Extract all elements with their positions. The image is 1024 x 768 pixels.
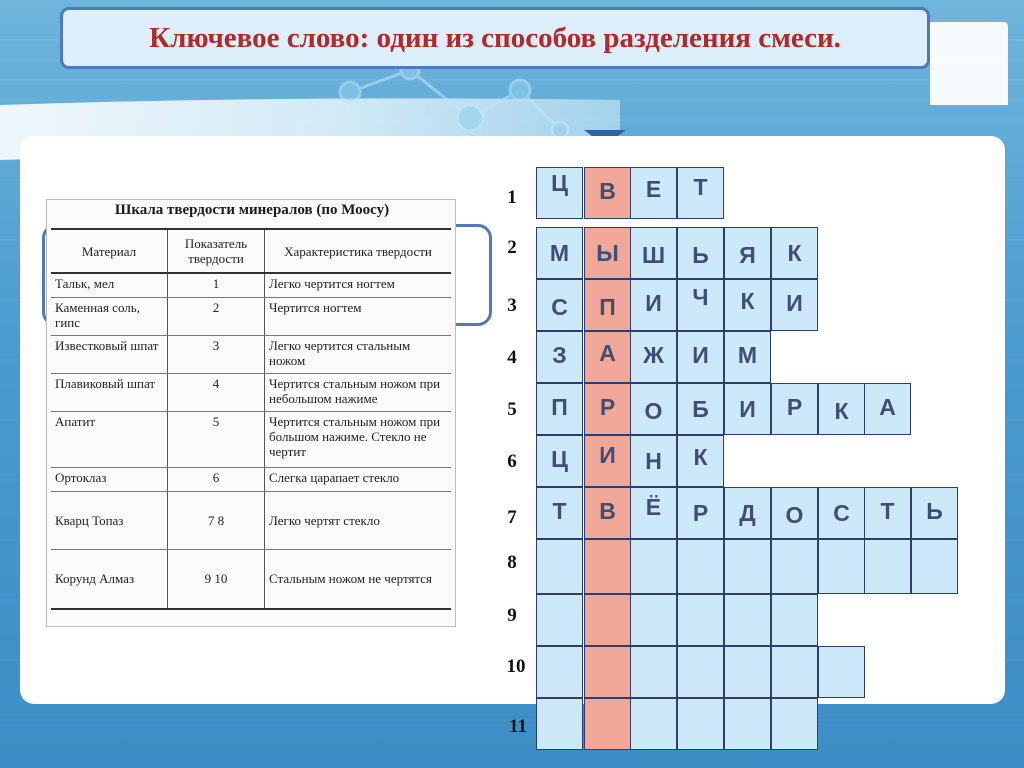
crossword-cell[interactable]	[724, 227, 771, 279]
cell-material: Тальк, мел	[51, 273, 168, 297]
crossword-cell[interactable]	[677, 383, 724, 435]
row-number-1: 1	[507, 187, 517, 208]
crossword-cell[interactable]	[677, 646, 724, 698]
crossword-cell[interactable]	[818, 646, 865, 698]
table-header-row	[51, 229, 451, 273]
cell-description: Чертится стальным ножом при большом нажиме. Стекло не чертит	[265, 411, 452, 467]
crossword-cell[interactable]	[677, 698, 724, 750]
crossword-cell[interactable]	[771, 487, 818, 539]
crossword-letter: П	[551, 394, 568, 420]
crossword-cell[interactable]	[911, 487, 958, 539]
crossword-cell[interactable]	[724, 279, 771, 331]
crossword-cell[interactable]	[724, 331, 771, 383]
crossword-letter: О	[785, 502, 804, 528]
crossword-letter: Ц	[551, 170, 568, 196]
slide-title: Ключевое слово: один из способов разделения смеси.	[60, 7, 930, 69]
crossword-cell[interactable]	[536, 646, 583, 698]
crossword-letter: А	[599, 340, 616, 366]
crossword-cell[interactable]	[818, 539, 865, 594]
crossword-key-cell[interactable]	[584, 646, 631, 698]
crossword-cell[interactable]	[864, 383, 911, 435]
cell-hardness: 6	[168, 467, 265, 491]
crossword-letter: К	[787, 240, 802, 266]
crossword-key-cell[interactable]	[584, 435, 631, 487]
cell-description: Стальным ножом не чертятся	[265, 549, 452, 609]
crossword-cell[interactable]	[724, 646, 771, 698]
crossword-cell[interactable]	[536, 227, 583, 279]
cell-material: Плавиковый шпат	[51, 373, 168, 411]
crossword-cell[interactable]	[536, 539, 583, 594]
crossword-cell[interactable]	[724, 698, 771, 750]
table-row	[51, 491, 451, 549]
crossword-cell[interactable]	[724, 594, 771, 646]
crossword-letter: И	[692, 342, 709, 368]
cell-hardness: 3	[168, 335, 265, 373]
cell-description: Легко чертится ногтем	[265, 273, 452, 297]
crossword-cell[interactable]	[630, 383, 677, 435]
crossword-cell[interactable]	[677, 435, 724, 487]
crossword-cell[interactable]	[536, 594, 583, 646]
crossword-cell[interactable]	[771, 646, 818, 698]
crossword-cell[interactable]	[677, 487, 724, 539]
cell-material: Апатит	[51, 411, 168, 467]
crossword-cell[interactable]	[677, 594, 724, 646]
crossword-cell[interactable]	[677, 331, 724, 383]
crossword-cell[interactable]	[677, 539, 724, 594]
cell-hardness: 1	[168, 273, 265, 297]
table-row	[51, 549, 451, 609]
cell-description: Чертится стальным ножом при небольшом нажиме	[265, 373, 452, 411]
crossword-cell[interactable]	[536, 698, 583, 750]
cell-hardness: 5	[168, 411, 265, 467]
crossword-letter: Т	[693, 174, 708, 200]
crossword-cell[interactable]	[630, 594, 677, 646]
crossword-letter: Д	[739, 500, 756, 526]
crossword-key-cell[interactable]	[584, 279, 631, 331]
crossword-letter: В	[599, 178, 616, 204]
row-number-6: 6	[507, 451, 517, 472]
header-description: Характеристика твердости	[265, 229, 452, 273]
crossword-cell[interactable]	[818, 383, 865, 435]
crossword-letter: Я	[739, 242, 756, 268]
crossword-cell[interactable]	[630, 167, 677, 219]
crossword-cell[interactable]	[630, 331, 677, 383]
crossword-letter: И	[599, 442, 616, 468]
crossword-cell[interactable]	[771, 279, 818, 331]
cell-material: Корунд Алмаз	[51, 549, 168, 609]
cell-description: Легко чертят стекло	[265, 491, 452, 549]
hardness-table	[51, 228, 451, 610]
crossword-letter: Н	[645, 448, 662, 474]
crossword-key-cell[interactable]	[584, 698, 631, 750]
crossword-letter: Т	[880, 498, 895, 524]
crossword-letter: Р	[599, 394, 616, 420]
table-row	[51, 467, 451, 491]
table-row	[51, 297, 451, 335]
crossword-key-cell[interactable]	[584, 167, 631, 219]
crossword-cell[interactable]	[630, 698, 677, 750]
crossword-key-cell[interactable]	[584, 487, 631, 539]
crossword-letter: И	[739, 396, 756, 422]
crossword-cell[interactable]	[818, 487, 865, 539]
table-row	[51, 373, 451, 411]
crossword-letter: И	[786, 290, 803, 316]
crossword-cell[interactable]	[630, 279, 677, 331]
cell-hardness: 9 10	[168, 549, 265, 609]
cell-description: Слегка царапает стекло	[265, 467, 452, 491]
row-number-7: 7	[507, 507, 517, 528]
crossword-letter: А	[879, 394, 896, 420]
crossword-cell[interactable]	[724, 383, 771, 435]
cell-description: Чертится ногтем	[265, 297, 452, 335]
crossword-cell[interactable]	[677, 279, 724, 331]
crossword-key-cell[interactable]	[584, 331, 631, 383]
table-row	[51, 411, 451, 467]
crossword-letter: И	[645, 290, 662, 316]
crossword-letter: К	[834, 398, 849, 424]
cell-hardness: 7 8	[168, 491, 265, 549]
crossword-cell[interactable]	[630, 539, 677, 594]
crossword-cell[interactable]	[771, 698, 818, 750]
crossword-letter: С	[833, 500, 850, 526]
row-number-11: 11	[509, 716, 527, 737]
crossword-cell[interactable]	[536, 331, 583, 383]
cell-material: Ортоклаз	[51, 467, 168, 491]
crossword-letter: М	[737, 342, 758, 368]
crossword-key-cell[interactable]	[584, 383, 631, 435]
row-number-4: 4	[507, 347, 517, 368]
row-number-3: 3	[507, 295, 517, 316]
crossword-cell[interactable]	[630, 487, 677, 539]
cell-description: Легко чертится стальным ножом	[265, 335, 452, 373]
crossword-cell[interactable]	[677, 167, 724, 219]
cell-material: Каменная соль, гипс	[51, 297, 168, 335]
crossword-letter: К	[693, 444, 708, 470]
crossword-letter: К	[740, 288, 755, 314]
cell-material: Кварц Топаз	[51, 491, 168, 549]
crossword-cell[interactable]	[771, 594, 818, 646]
crossword-cell[interactable]	[536, 435, 583, 487]
row-number-5: 5	[507, 399, 517, 420]
crossword-cell[interactable]	[630, 227, 677, 279]
crossword-letter: Б	[692, 396, 709, 422]
crossword-cell[interactable]	[630, 646, 677, 698]
crossword-letter: Р	[692, 500, 709, 526]
crossword-letter: О	[644, 398, 663, 424]
crossword-cell[interactable]	[724, 539, 771, 594]
mohs-hardness-table	[46, 199, 456, 627]
table-row	[51, 273, 451, 297]
crossword-cell[interactable]	[864, 487, 911, 539]
crossword-letter: Ь	[692, 242, 709, 268]
crossword-cell[interactable]	[911, 539, 958, 594]
cell-hardness: 4	[168, 373, 265, 411]
row-number-8: 8	[507, 552, 517, 573]
crossword-letter: Е	[645, 176, 662, 202]
header-material: Материал	[51, 229, 168, 273]
crossword-letter: Ш	[641, 242, 666, 268]
mohs-table-title: Шкала твердости минералов (по Моосу)	[114, 202, 390, 218]
crossword-letter: С	[551, 294, 568, 320]
crossword-cell[interactable]	[677, 227, 724, 279]
crossword-letter: З	[552, 342, 567, 368]
row-number-10: 10	[506, 656, 526, 677]
crossword-letter: В	[599, 498, 616, 524]
crossword-letter: Ы	[596, 240, 619, 266]
crossword-letter: Ь	[926, 498, 943, 524]
row-number-9: 9	[507, 605, 517, 626]
crossword-letter: Ё	[645, 494, 662, 520]
crossword-letter: Ц	[551, 446, 568, 472]
crossword-cell[interactable]	[771, 383, 818, 435]
crossword-cell[interactable]	[536, 487, 583, 539]
header-hardness: Показатель твердости	[168, 229, 265, 273]
crossword-cell[interactable]	[724, 487, 771, 539]
cell-material: Известковый шпат	[51, 335, 168, 373]
crossword-key-cell[interactable]	[584, 539, 631, 594]
row-number-2: 2	[507, 237, 517, 258]
crossword-cell[interactable]	[630, 435, 677, 487]
crossword-letter: Ж	[643, 342, 664, 368]
crossword-cell[interactable]	[536, 383, 583, 435]
crossword-letter: П	[599, 294, 616, 320]
crossword-cell[interactable]	[536, 279, 583, 331]
crossword-key-cell[interactable]	[584, 227, 631, 279]
crossword-letter: М	[549, 240, 570, 266]
crossword-cell[interactable]	[536, 167, 583, 219]
crossword-key-cell[interactable]	[584, 594, 631, 646]
crossword-letter: Т	[552, 498, 567, 524]
crossword-cell[interactable]	[771, 539, 818, 594]
crossword-letter: Ч	[692, 284, 709, 310]
table-row	[51, 335, 451, 373]
crossword-cell[interactable]	[864, 539, 911, 594]
crossword-letter: Р	[786, 394, 803, 420]
crossword-cell[interactable]	[771, 227, 818, 279]
cell-hardness: 2	[168, 297, 265, 335]
